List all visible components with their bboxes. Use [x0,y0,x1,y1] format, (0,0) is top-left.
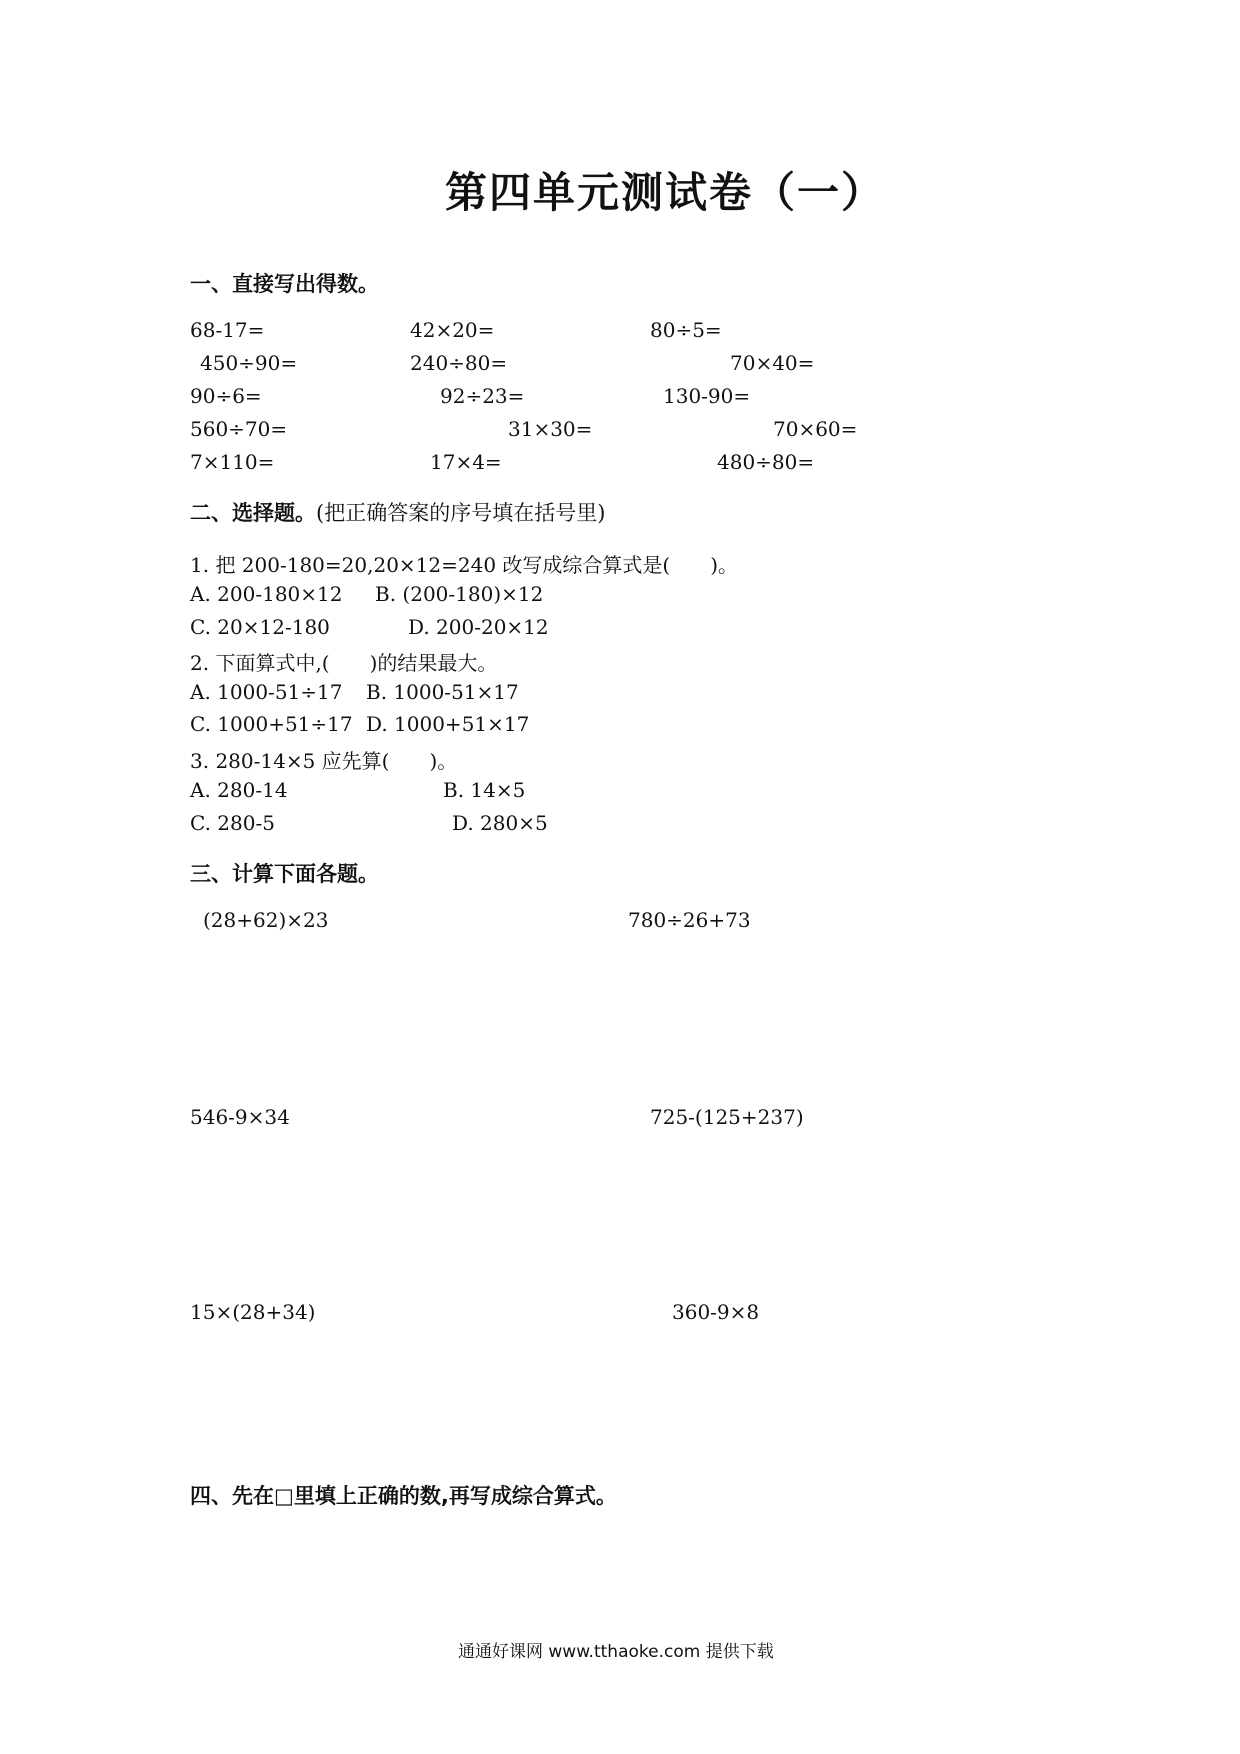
option-d: D. 1000+51×17 [366,712,530,736]
option-b: B. 1000-51×17 [366,680,519,704]
calc-problem: 360-9×8 [672,1300,760,1324]
option-c: C. 1000+51÷17 [190,712,353,736]
oral-item: 92÷23= [440,384,525,408]
section1-heading: 一、直接写出得数。 [190,272,379,296]
option-a: A. 200-180×12 [190,582,343,606]
section2-note: (把正确答案的序号填在括号里) [316,501,606,525]
question-3: 3. 280-14×5 应先算( )。 [190,749,458,773]
option-d: D. 280×5 [452,811,548,835]
option-b: B. (200-180)×12 [375,582,544,606]
option-c: C. 20×12-180 [190,615,330,639]
section2-heading [190,497,605,527]
oral-item: 560÷70= [190,417,288,441]
oral-item: 80÷5= [650,318,722,342]
oral-item: 480÷80= [717,450,815,474]
question-2: 2. 下面算式中,( )的结果最大。 [190,651,498,675]
option-b: B. 14×5 [443,778,526,802]
oral-item: 70×60= [773,417,858,441]
oral-item: 7×110= [190,450,275,474]
option-c: C. 280-5 [190,811,275,835]
section4-heading: 四、先在□里填上正确的数,再写成综合算式。 [190,1484,617,1508]
option-a: A. 280-14 [190,778,288,802]
option-a: A. 1000-51÷17 [190,680,343,704]
oral-item: 450÷90= [200,351,298,375]
calc-problem: (28+62)×23 [203,908,329,932]
option-d: D. 200-20×12 [408,615,549,639]
footer-text: 通通好课网 www.tthaoke.com 提供下载 [458,1642,774,1662]
oral-item: 42×20= [410,318,495,342]
calc-problem: 780÷26+73 [628,908,751,932]
page-title: 第四单元测试卷（一） [445,168,886,217]
oral-item: 130-90= [663,384,751,408]
oral-item: 31×30= [508,417,593,441]
oral-item: 17×4= [430,450,502,474]
section3-heading: 三、计算下面各题。 [190,862,379,886]
question-1: 1. 把 200-180=20,20×12=240 改写成综合算式是( )。 [190,553,739,577]
calc-problem: 725-(125+237) [650,1105,804,1129]
section2-heading-text: 二、选择题。 [190,501,316,525]
calc-problem: 15×(28+34) [190,1300,316,1324]
oral-item: 240÷80= [410,351,508,375]
oral-item: 90÷6= [190,384,262,408]
oral-item: 68-17= [190,318,265,342]
calc-problem: 546-9×34 [190,1105,290,1129]
oral-item: 70×40= [730,351,815,375]
